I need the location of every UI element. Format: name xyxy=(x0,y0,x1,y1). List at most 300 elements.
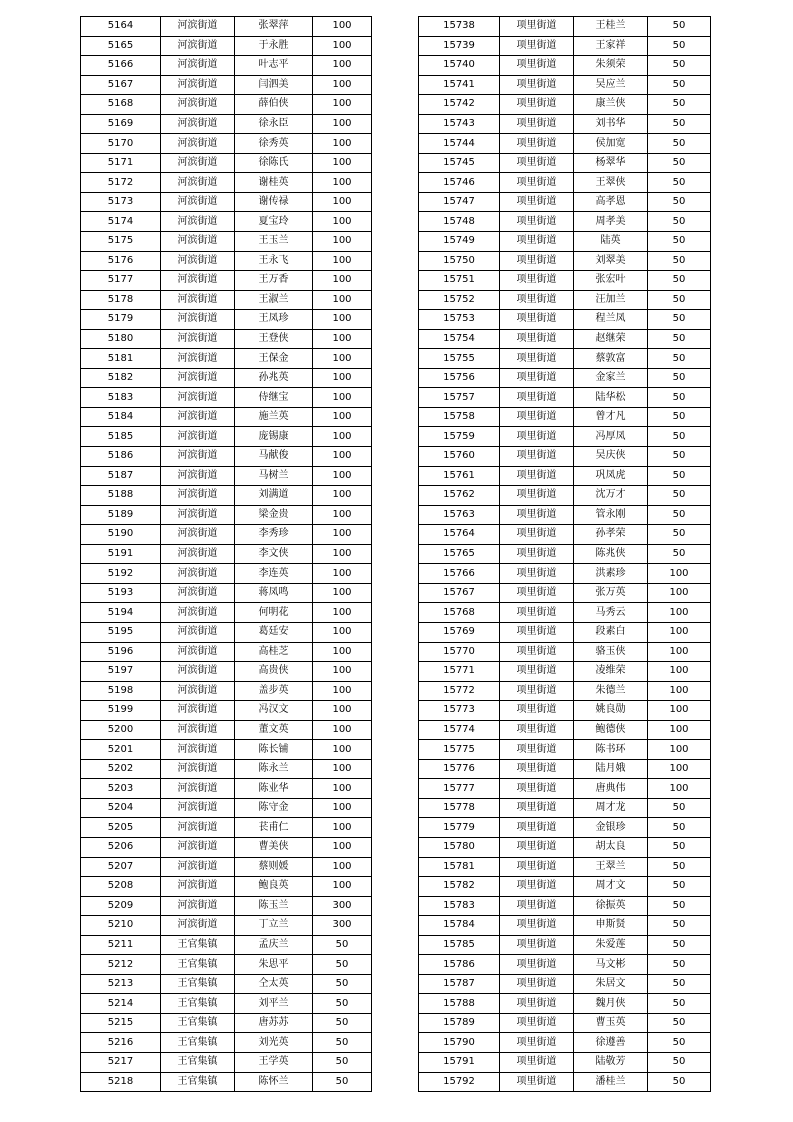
district-cell: 项里街道 xyxy=(500,388,574,408)
name-cell: 冯厚凤 xyxy=(574,427,648,447)
table-row xyxy=(81,564,372,584)
amount-cell: 300 xyxy=(313,916,372,936)
table-row xyxy=(419,818,711,838)
serial-number-cell: 15767 xyxy=(419,583,500,603)
amount-cell: 50 xyxy=(648,17,711,37)
district-cell: 河滨街道 xyxy=(161,662,235,682)
amount-cell: 100 xyxy=(313,56,372,76)
district-cell: 项里街道 xyxy=(500,681,574,701)
district-cell: 项里街道 xyxy=(500,935,574,955)
district-cell: 河滨街道 xyxy=(161,388,235,408)
amount-cell: 100 xyxy=(313,349,372,369)
serial-number-cell: 15749 xyxy=(419,232,500,252)
district-cell: 河滨街道 xyxy=(161,622,235,642)
district-cell: 河滨街道 xyxy=(161,642,235,662)
table-row xyxy=(81,388,372,408)
district-cell: 项里街道 xyxy=(500,1052,574,1072)
amount-cell: 50 xyxy=(648,251,711,271)
name-cell: 巩凤虎 xyxy=(574,466,648,486)
name-cell: 陆敬芳 xyxy=(574,1052,648,1072)
table-row xyxy=(81,310,372,330)
serial-number-cell: 15784 xyxy=(419,916,500,936)
table-row xyxy=(81,818,372,838)
serial-number-cell: 15762 xyxy=(419,486,500,506)
amount-cell: 50 xyxy=(648,388,711,408)
district-cell: 项里街道 xyxy=(500,271,574,291)
name-cell: 潘桂兰 xyxy=(574,1072,648,1092)
name-cell: 叶志平 xyxy=(235,56,313,76)
district-cell: 河滨街道 xyxy=(161,818,235,838)
serial-number-cell: 15789 xyxy=(419,1013,500,1033)
serial-number-cell: 5190 xyxy=(81,525,161,545)
amount-cell: 50 xyxy=(648,329,711,349)
serial-number-cell: 15774 xyxy=(419,720,500,740)
table-row xyxy=(81,1052,372,1072)
amount-cell: 50 xyxy=(648,857,711,877)
district-cell: 项里街道 xyxy=(500,740,574,760)
serial-number-cell: 5196 xyxy=(81,642,161,662)
amount-cell: 100 xyxy=(313,447,372,467)
district-cell: 河滨街道 xyxy=(161,583,235,603)
table-row xyxy=(419,974,711,994)
district-cell: 项里街道 xyxy=(500,310,574,330)
amount-cell: 50 xyxy=(648,173,711,193)
name-cell: 王玉兰 xyxy=(235,232,313,252)
table-row xyxy=(81,36,372,56)
serial-number-cell: 15782 xyxy=(419,877,500,897)
amount-cell: 50 xyxy=(313,1033,372,1053)
district-cell: 项里街道 xyxy=(500,466,574,486)
table-row xyxy=(419,544,711,564)
table-row xyxy=(419,36,711,56)
serial-number-cell: 5191 xyxy=(81,544,161,564)
district-cell: 河滨街道 xyxy=(161,916,235,936)
amount-cell: 50 xyxy=(648,153,711,173)
name-cell: 徐秀英 xyxy=(235,134,313,154)
serial-number-cell: 15750 xyxy=(419,251,500,271)
name-cell: 陈守金 xyxy=(235,798,313,818)
amount-cell: 100 xyxy=(313,837,372,857)
serial-number-cell: 5208 xyxy=(81,877,161,897)
serial-number-cell: 5164 xyxy=(81,17,161,37)
name-cell: 陈永兰 xyxy=(235,759,313,779)
amount-cell: 50 xyxy=(648,427,711,447)
table-row xyxy=(419,720,711,740)
name-cell: 马秀云 xyxy=(574,603,648,623)
serial-number-cell: 15747 xyxy=(419,192,500,212)
district-cell: 项里街道 xyxy=(500,232,574,252)
table-row xyxy=(81,505,372,525)
name-cell: 姚良勋 xyxy=(574,701,648,721)
serial-number-cell: 5187 xyxy=(81,466,161,486)
district-cell: 河滨街道 xyxy=(161,466,235,486)
name-cell: 王永飞 xyxy=(235,251,313,271)
table-row xyxy=(419,173,711,193)
district-cell: 王官集镇 xyxy=(161,1013,235,1033)
district-cell: 项里街道 xyxy=(500,251,574,271)
table-row xyxy=(419,310,711,330)
serial-number-cell: 5192 xyxy=(81,564,161,584)
amount-cell: 50 xyxy=(648,232,711,252)
district-cell: 河滨街道 xyxy=(161,896,235,916)
name-cell: 陈兆侠 xyxy=(574,544,648,564)
table-row xyxy=(419,271,711,291)
amount-cell: 100 xyxy=(313,388,372,408)
district-cell: 项里街道 xyxy=(500,349,574,369)
amount-cell: 50 xyxy=(648,134,711,154)
serial-number-cell: 15759 xyxy=(419,427,500,447)
name-cell: 王翠侠 xyxy=(574,173,648,193)
name-cell: 孟庆兰 xyxy=(235,935,313,955)
table-row xyxy=(419,505,711,525)
district-cell: 项里街道 xyxy=(500,192,574,212)
amount-cell: 100 xyxy=(313,173,372,193)
serial-number-cell: 15781 xyxy=(419,857,500,877)
name-cell: 曹美侠 xyxy=(235,837,313,857)
name-cell: 陆华松 xyxy=(574,388,648,408)
name-cell: 徐振英 xyxy=(574,896,648,916)
name-cell: 李连英 xyxy=(235,564,313,584)
serial-number-cell: 5217 xyxy=(81,1052,161,1072)
table-row xyxy=(419,114,711,134)
name-cell: 刘平兰 xyxy=(235,994,313,1014)
name-cell: 马献俊 xyxy=(235,447,313,467)
table-row xyxy=(81,603,372,623)
amount-cell: 100 xyxy=(313,857,372,877)
table-row xyxy=(81,153,372,173)
serial-number-cell: 15769 xyxy=(419,622,500,642)
amount-cell: 50 xyxy=(648,36,711,56)
name-cell: 金银珍 xyxy=(574,818,648,838)
serial-number-cell: 5189 xyxy=(81,505,161,525)
name-cell: 徐遵善 xyxy=(574,1033,648,1053)
table-row xyxy=(419,427,711,447)
amount-cell: 50 xyxy=(648,1013,711,1033)
amount-cell: 100 xyxy=(313,681,372,701)
amount-cell: 50 xyxy=(648,877,711,897)
name-cell: 唐苏苏 xyxy=(235,1013,313,1033)
amount-cell: 100 xyxy=(313,486,372,506)
amount-cell: 50 xyxy=(648,447,711,467)
name-cell: 谢传禄 xyxy=(235,192,313,212)
name-cell: 曾才凡 xyxy=(574,407,648,427)
serial-number-cell: 5205 xyxy=(81,818,161,838)
name-cell: 于永胜 xyxy=(235,36,313,56)
name-cell: 杨翠华 xyxy=(574,153,648,173)
amount-cell: 50 xyxy=(648,56,711,76)
district-cell: 河滨街道 xyxy=(161,232,235,252)
serial-number-cell: 5169 xyxy=(81,114,161,134)
serial-number-cell: 15776 xyxy=(419,759,500,779)
table-row xyxy=(81,837,372,857)
amount-cell: 100 xyxy=(313,622,372,642)
table-row xyxy=(81,329,372,349)
name-cell: 申斯贤 xyxy=(574,916,648,936)
table-row xyxy=(419,759,711,779)
district-cell: 河滨街道 xyxy=(161,681,235,701)
district-cell: 河滨街道 xyxy=(161,779,235,799)
amount-cell: 50 xyxy=(648,935,711,955)
district-cell: 河滨街道 xyxy=(161,877,235,897)
amount-cell: 50 xyxy=(648,271,711,291)
name-cell: 丁立兰 xyxy=(235,916,313,936)
serial-number-cell: 15770 xyxy=(419,642,500,662)
name-cell: 侯加宽 xyxy=(574,134,648,154)
name-cell: 高桂芝 xyxy=(235,642,313,662)
name-cell: 吴庆侠 xyxy=(574,447,648,467)
district-cell: 项里街道 xyxy=(500,447,574,467)
district-cell: 项里街道 xyxy=(500,622,574,642)
serial-number-cell: 5211 xyxy=(81,935,161,955)
amount-cell: 100 xyxy=(313,329,372,349)
serial-number-cell: 15771 xyxy=(419,662,500,682)
name-cell: 沈万才 xyxy=(574,486,648,506)
table-row xyxy=(81,486,372,506)
serial-number-cell: 15777 xyxy=(419,779,500,799)
table-row xyxy=(81,740,372,760)
name-cell: 王淑兰 xyxy=(235,290,313,310)
name-cell: 周孝美 xyxy=(574,212,648,232)
amount-cell: 100 xyxy=(313,212,372,232)
table-row xyxy=(81,916,372,936)
right-table xyxy=(418,16,711,1092)
district-cell: 河滨街道 xyxy=(161,525,235,545)
table-row xyxy=(81,75,372,95)
table-row xyxy=(81,114,372,134)
serial-number-cell: 5171 xyxy=(81,153,161,173)
district-cell: 河滨街道 xyxy=(161,329,235,349)
district-cell: 河滨街道 xyxy=(161,349,235,369)
district-cell: 项里街道 xyxy=(500,134,574,154)
amount-cell: 50 xyxy=(313,1072,372,1092)
amount-cell: 50 xyxy=(648,1033,711,1053)
table-row xyxy=(419,192,711,212)
name-cell: 孙兆英 xyxy=(235,368,313,388)
table-row xyxy=(419,779,711,799)
serial-number-cell: 5203 xyxy=(81,779,161,799)
amount-cell: 50 xyxy=(313,955,372,975)
name-cell: 马树兰 xyxy=(235,466,313,486)
serial-number-cell: 5201 xyxy=(81,740,161,760)
serial-number-cell: 15787 xyxy=(419,974,500,994)
district-cell: 河滨街道 xyxy=(161,564,235,584)
right-table-body xyxy=(419,17,711,1092)
serial-number-cell: 5188 xyxy=(81,486,161,506)
name-cell: 高贵侠 xyxy=(235,662,313,682)
serial-number-cell: 5204 xyxy=(81,798,161,818)
table-row xyxy=(419,837,711,857)
amount-cell: 50 xyxy=(648,95,711,115)
amount-cell: 100 xyxy=(313,17,372,37)
serial-number-cell: 15783 xyxy=(419,896,500,916)
table-row xyxy=(419,622,711,642)
amount-cell: 100 xyxy=(313,251,372,271)
table-row xyxy=(419,1033,711,1053)
serial-number-cell: 5181 xyxy=(81,349,161,369)
name-cell: 王保金 xyxy=(235,349,313,369)
amount-cell: 100 xyxy=(313,466,372,486)
amount-cell: 50 xyxy=(648,290,711,310)
name-cell: 朱德兰 xyxy=(574,681,648,701)
district-cell: 河滨街道 xyxy=(161,427,235,447)
district-cell: 河滨街道 xyxy=(161,447,235,467)
district-cell: 项里街道 xyxy=(500,779,574,799)
amount-cell: 100 xyxy=(648,779,711,799)
amount-cell: 100 xyxy=(648,564,711,584)
serial-number-cell: 5176 xyxy=(81,251,161,271)
serial-number-cell: 5185 xyxy=(81,427,161,447)
name-cell: 侍继宝 xyxy=(235,388,313,408)
serial-number-cell: 15742 xyxy=(419,95,500,115)
serial-number-cell: 15778 xyxy=(419,798,500,818)
name-cell: 曹玉英 xyxy=(574,1013,648,1033)
amount-cell: 50 xyxy=(648,75,711,95)
serial-number-cell: 5183 xyxy=(81,388,161,408)
serial-number-cell: 15761 xyxy=(419,466,500,486)
name-cell: 蒋凤鸣 xyxy=(235,583,313,603)
table-row xyxy=(81,466,372,486)
amount-cell: 50 xyxy=(648,1072,711,1092)
district-cell: 河滨街道 xyxy=(161,114,235,134)
amount-cell: 100 xyxy=(313,525,372,545)
amount-cell: 100 xyxy=(313,740,372,760)
district-cell: 河滨街道 xyxy=(161,290,235,310)
serial-number-cell: 15746 xyxy=(419,173,500,193)
amount-cell: 100 xyxy=(648,642,711,662)
amount-cell: 50 xyxy=(648,310,711,330)
district-cell: 王官集镇 xyxy=(161,974,235,994)
name-cell: 徐永臣 xyxy=(235,114,313,134)
name-cell: 徐陈氏 xyxy=(235,153,313,173)
name-cell: 朱思平 xyxy=(235,955,313,975)
district-cell: 项里街道 xyxy=(500,798,574,818)
name-cell: 陈玉兰 xyxy=(235,896,313,916)
serial-number-cell: 5186 xyxy=(81,447,161,467)
name-cell: 王学英 xyxy=(235,1052,313,1072)
district-cell: 项里街道 xyxy=(500,974,574,994)
table-row xyxy=(81,192,372,212)
name-cell: 胡太良 xyxy=(574,837,648,857)
amount-cell: 100 xyxy=(313,583,372,603)
name-cell: 庞锡康 xyxy=(235,427,313,447)
table-row xyxy=(419,935,711,955)
serial-number-cell: 5198 xyxy=(81,681,161,701)
table-row xyxy=(419,407,711,427)
amount-cell: 100 xyxy=(313,232,372,252)
serial-number-cell: 15751 xyxy=(419,271,500,291)
amount-cell: 100 xyxy=(648,701,711,721)
serial-number-cell: 5172 xyxy=(81,173,161,193)
district-cell: 项里街道 xyxy=(500,701,574,721)
serial-number-cell: 5199 xyxy=(81,701,161,721)
serial-number-cell: 5184 xyxy=(81,407,161,427)
table-row xyxy=(419,1052,711,1072)
district-cell: 项里街道 xyxy=(500,17,574,37)
amount-cell: 50 xyxy=(648,505,711,525)
table-row xyxy=(419,290,711,310)
name-cell: 陈书环 xyxy=(574,740,648,760)
table-row xyxy=(419,134,711,154)
amount-cell: 100 xyxy=(313,368,372,388)
amount-cell: 50 xyxy=(648,544,711,564)
table-row xyxy=(81,896,372,916)
district-cell: 项里街道 xyxy=(500,955,574,975)
name-cell: 盖步英 xyxy=(235,681,313,701)
name-cell: 段素白 xyxy=(574,622,648,642)
name-cell: 闫泗美 xyxy=(235,75,313,95)
district-cell: 河滨街道 xyxy=(161,271,235,291)
name-cell: 凌维荣 xyxy=(574,662,648,682)
serial-number-cell: 5218 xyxy=(81,1072,161,1092)
serial-number-cell: 15765 xyxy=(419,544,500,564)
table-row xyxy=(419,349,711,369)
table-row xyxy=(81,134,372,154)
serial-number-cell: 15764 xyxy=(419,525,500,545)
name-cell: 周才龙 xyxy=(574,798,648,818)
serial-number-cell: 5167 xyxy=(81,75,161,95)
table-row xyxy=(81,56,372,76)
district-cell: 河滨街道 xyxy=(161,17,235,37)
district-cell: 项里街道 xyxy=(500,290,574,310)
table-row xyxy=(419,153,711,173)
serial-number-cell: 15790 xyxy=(419,1033,500,1053)
district-cell: 项里街道 xyxy=(500,896,574,916)
table-row xyxy=(81,720,372,740)
table-row xyxy=(81,798,372,818)
district-cell: 项里街道 xyxy=(500,916,574,936)
district-cell: 项里街道 xyxy=(500,1033,574,1053)
serial-number-cell: 15791 xyxy=(419,1052,500,1072)
serial-number-cell: 5214 xyxy=(81,994,161,1014)
table-row xyxy=(81,583,372,603)
table-row xyxy=(419,486,711,506)
name-cell: 吴应兰 xyxy=(574,75,648,95)
amount-cell: 50 xyxy=(648,896,711,916)
district-cell: 项里街道 xyxy=(500,212,574,232)
name-cell: 管永刚 xyxy=(574,505,648,525)
amount-cell: 100 xyxy=(313,95,372,115)
table-row xyxy=(419,857,711,877)
name-cell: 张万英 xyxy=(574,583,648,603)
table-row xyxy=(419,368,711,388)
amount-cell: 50 xyxy=(648,212,711,232)
district-cell: 王官集镇 xyxy=(161,994,235,1014)
serial-number-cell: 5179 xyxy=(81,310,161,330)
amount-cell: 100 xyxy=(313,662,372,682)
amount-cell: 100 xyxy=(313,603,372,623)
district-cell: 项里街道 xyxy=(500,407,574,427)
district-cell: 王官集镇 xyxy=(161,1072,235,1092)
name-cell: 骆玉侠 xyxy=(574,642,648,662)
district-cell: 河滨街道 xyxy=(161,134,235,154)
serial-number-cell: 15773 xyxy=(419,701,500,721)
district-cell: 河滨街道 xyxy=(161,701,235,721)
district-cell: 王官集镇 xyxy=(161,935,235,955)
table-row xyxy=(419,603,711,623)
table-row xyxy=(81,368,372,388)
table-row xyxy=(81,212,372,232)
amount-cell: 100 xyxy=(313,759,372,779)
table-row xyxy=(81,935,372,955)
amount-cell: 100 xyxy=(313,798,372,818)
serial-number-cell: 15740 xyxy=(419,56,500,76)
serial-number-cell: 5195 xyxy=(81,622,161,642)
serial-number-cell: 5165 xyxy=(81,36,161,56)
amount-cell: 50 xyxy=(648,1052,711,1072)
serial-number-cell: 15766 xyxy=(419,564,500,584)
table-row xyxy=(419,994,711,1014)
name-cell: 周才文 xyxy=(574,877,648,897)
